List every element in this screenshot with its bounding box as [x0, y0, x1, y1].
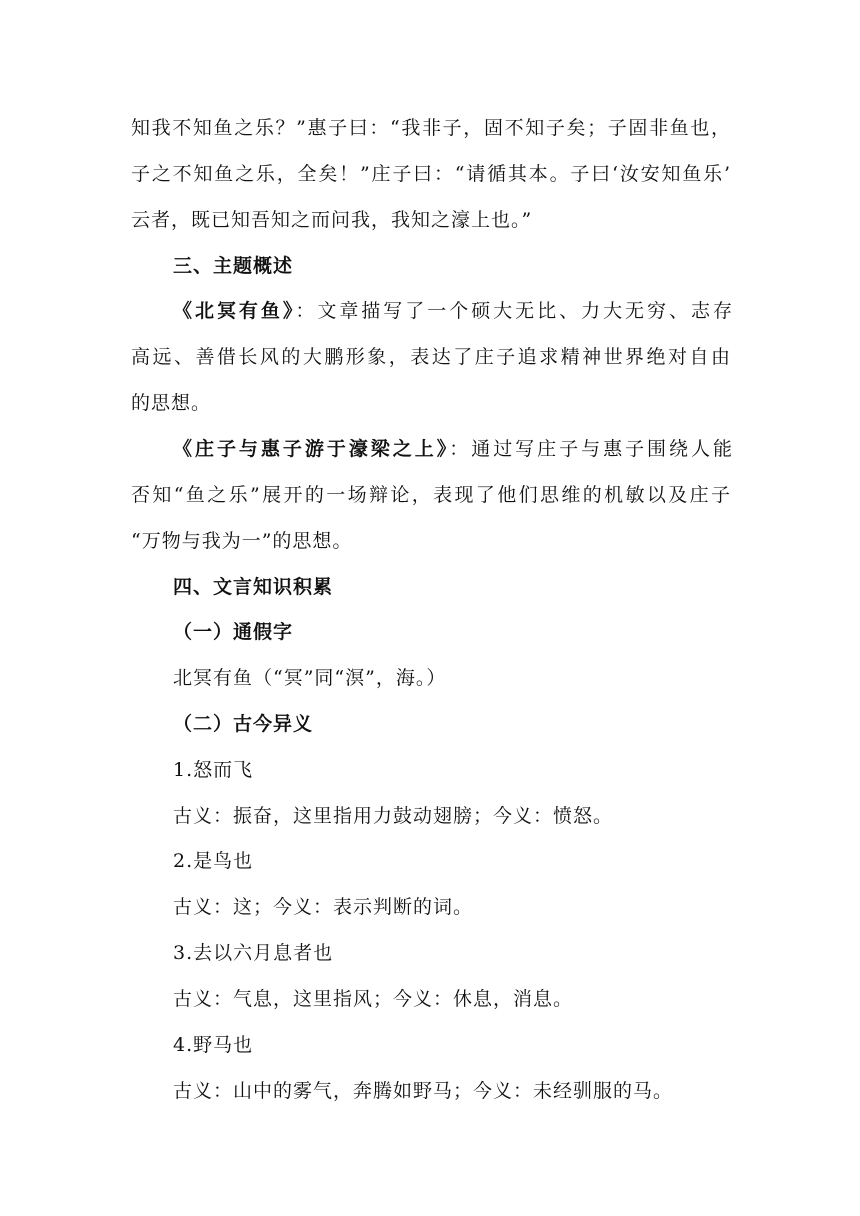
text-line: 高远、善借长风的大鹏形象，表达了庄子追求精神世界绝对自由 [131, 346, 731, 368]
text-run: ：文章描写了一个硕大无比、力大无穷、志存 [295, 300, 733, 322]
term-item: 3.去以六月息者也 [173, 942, 334, 964]
text-line: 知我不知鱼之乐？”惠子曰：“我非子，固不知子矣；子固非鱼也， [131, 117, 731, 139]
text-line: 子之不知鱼之乐，全矣！”庄子曰：“请循其本。子曰‘汝安知鱼乐’ [131, 163, 731, 185]
section-heading: 三、主题概述 [173, 255, 294, 277]
text-line: 否知“鱼之乐”展开的一场辩论，表现了他们思维的机敏以及庄子 [131, 484, 731, 506]
paragraph-first-line [173, 299, 733, 323]
paragraph-first-line [173, 437, 733, 461]
definition-line: 古义：山中的雾气，奔腾如野马；今义：未经驯服的马。 [173, 1080, 674, 1102]
text-run: ：通过写庄子与惠子围绕人能 [449, 438, 733, 460]
definition-line: 古义：气息，这里指风；今义：休息，消息。 [173, 988, 574, 1010]
definition-line: 古义：振奋，这里指用力鼓动翅膀；今义：愤怒。 [173, 805, 614, 827]
text-line: “万物与我为一”的思想。 [131, 530, 353, 552]
term-item: 2.是鸟也 [173, 850, 254, 872]
work-title: 《北冥有鱼》 [173, 300, 296, 322]
definition-line: 古义：这；今义：表示判断的词。 [173, 896, 474, 918]
text-line: 北冥有鱼（“冥”同“溟”，海。） [173, 667, 447, 689]
text-line: 云者，既已知吾知之而问我，我知之濠上也。” [131, 209, 533, 231]
sub-heading: （一）通假字 [173, 621, 294, 643]
term-item: 1.怒而飞 [173, 759, 254, 781]
term-item: 4.野马也 [173, 1034, 254, 1056]
section-heading: 四、文言知识积累 [173, 576, 334, 598]
text-line: 的思想。 [131, 392, 212, 414]
work-title: 《庄子与惠子游于濠梁之上》 [173, 438, 450, 460]
sub-heading: （二）古今异义 [173, 713, 314, 735]
